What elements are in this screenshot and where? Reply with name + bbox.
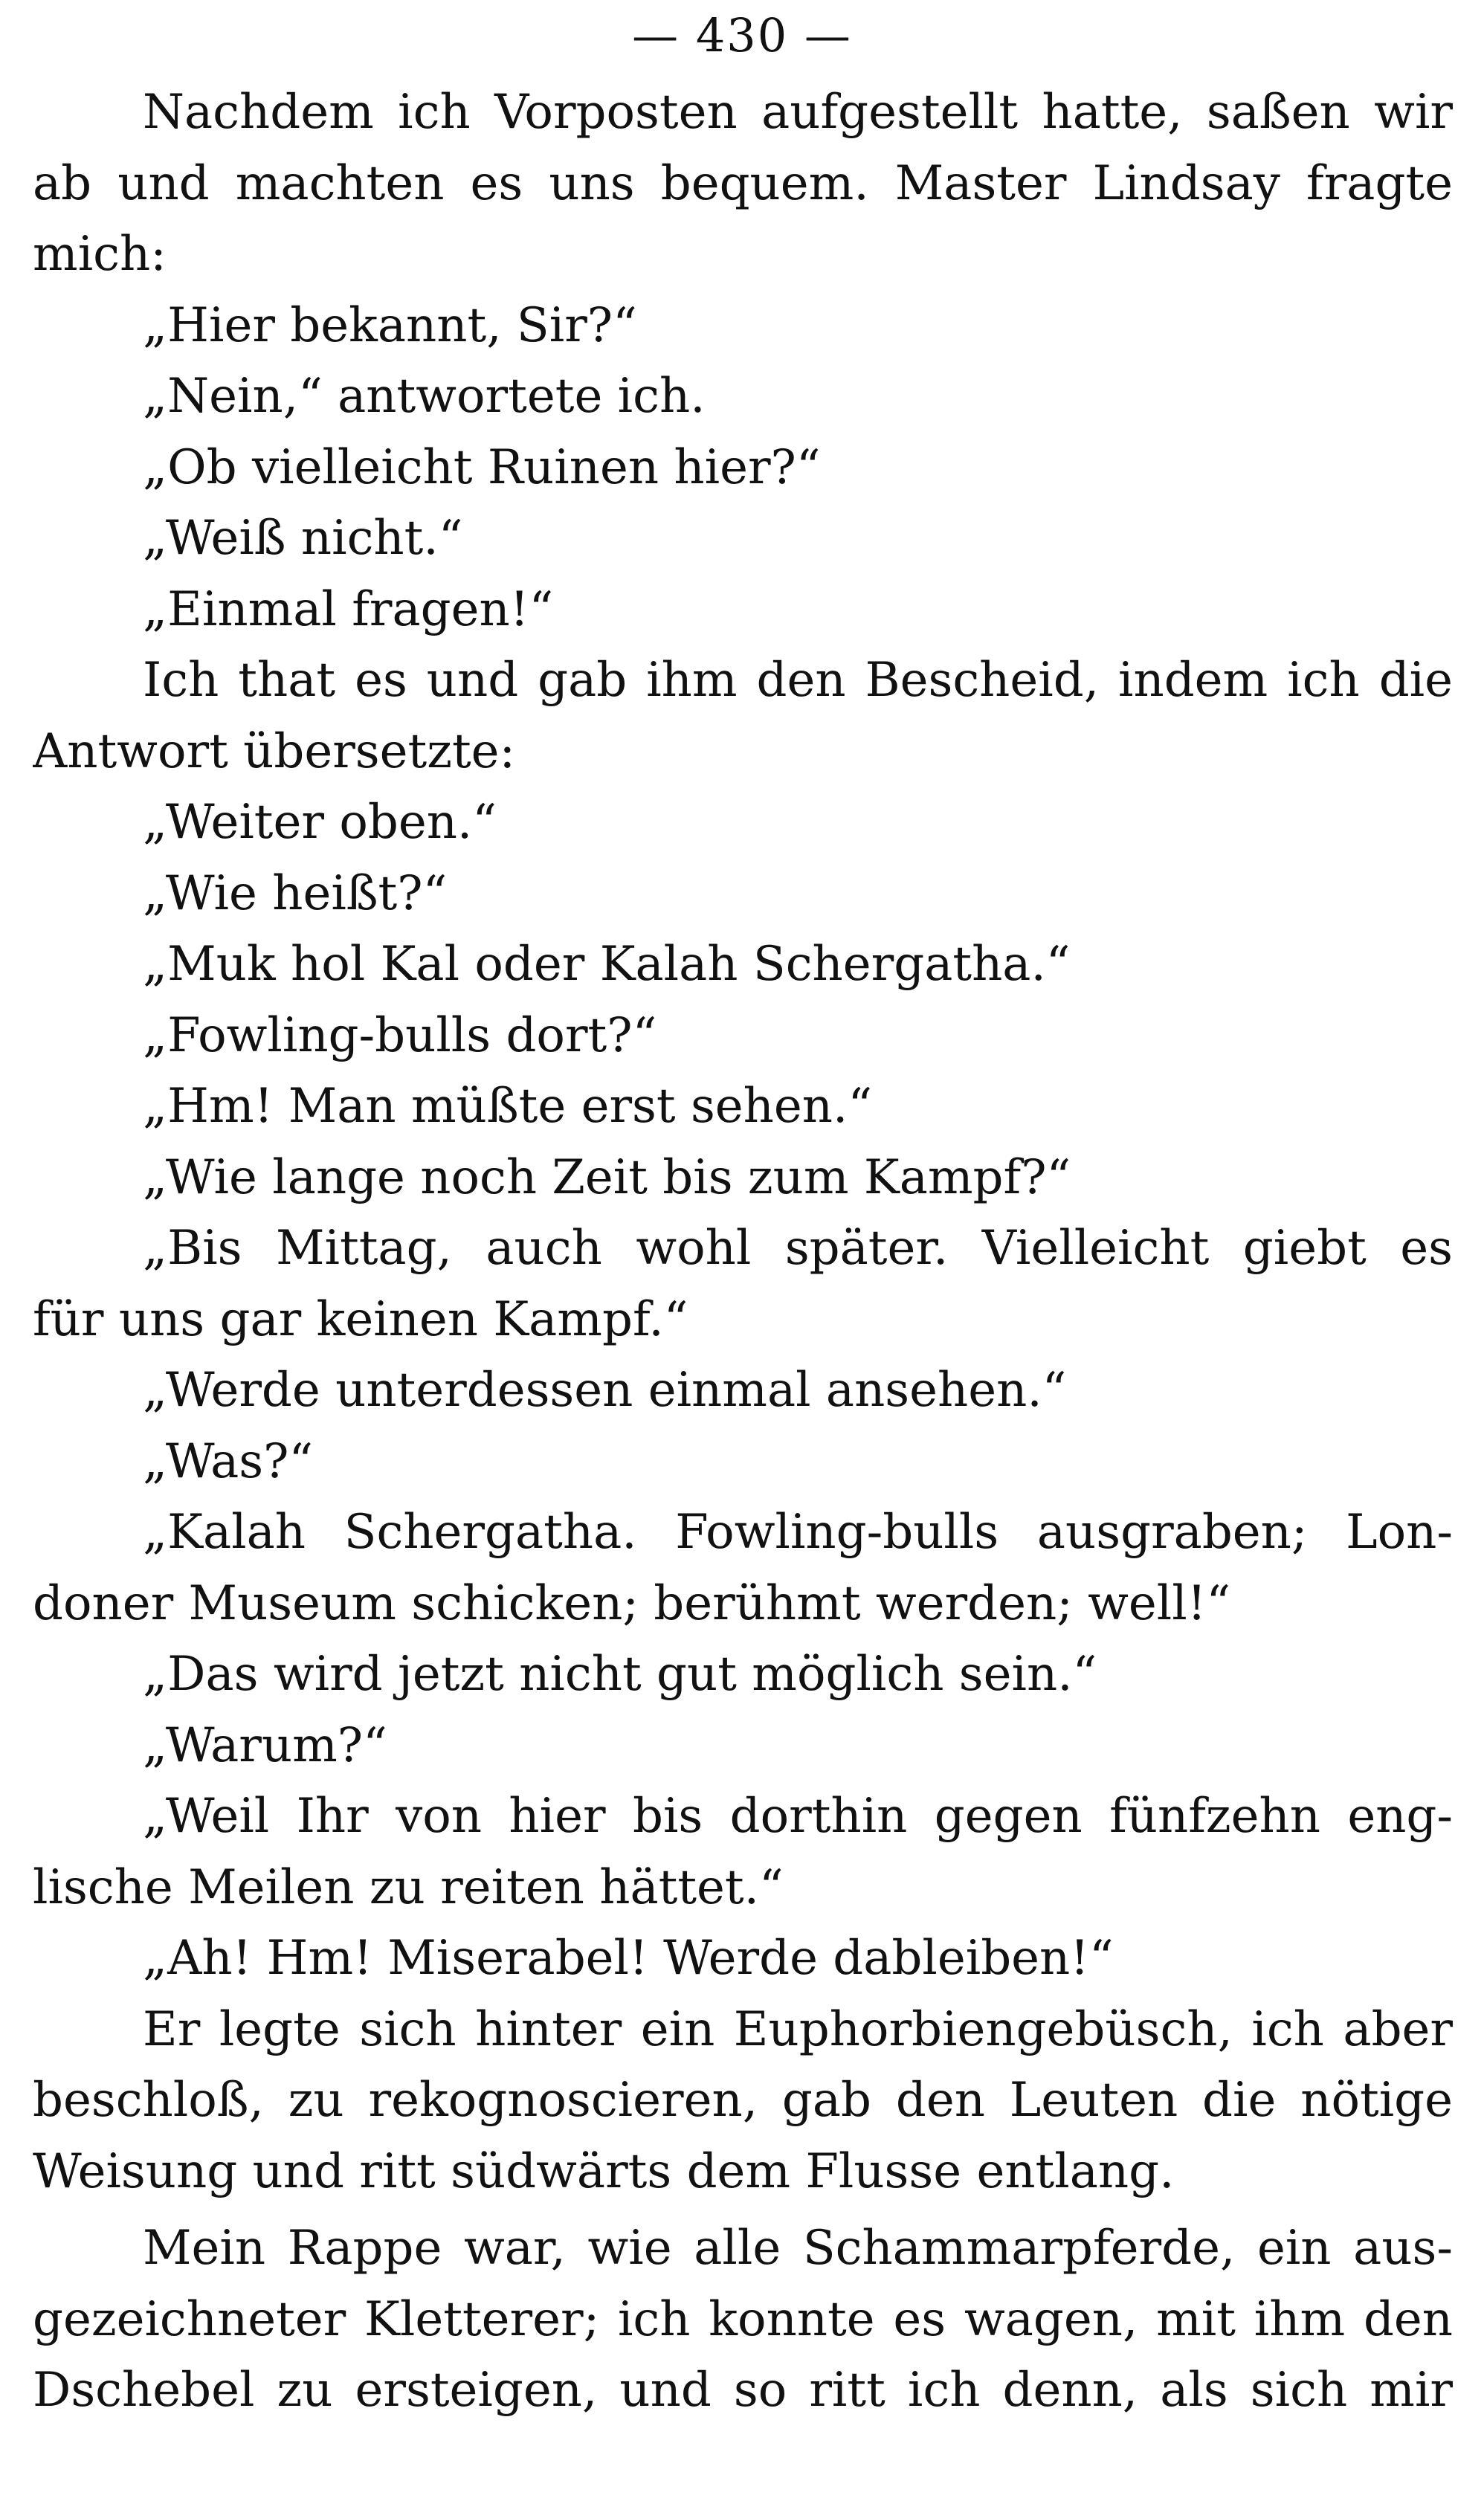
text-line: Ich that es und gab ihm den Bescheid, indem ich die [143, 653, 1453, 708]
text-line: „Werde unterdessen einmal ansehen.“ [143, 1363, 1067, 1418]
text-line: „Muk hol Kal oder Kalah Schergatha.“ [143, 937, 1071, 992]
text-line: „Was?“ [143, 1433, 314, 1489]
text-line: doner Museum schicken; berühmt werden; well!“ [33, 1575, 1231, 1631]
text-line: lische Meilen zu reiten hättet.“ [33, 1859, 784, 1915]
text-line: „Weiter oben.“ [143, 795, 497, 850]
body-text [33, 77, 1453, 2427]
text-line: „Hier bekannt, Sir?“ [143, 297, 637, 353]
text-line: „Einmal fragen!“ [143, 581, 554, 637]
text-line: „Kalah Schergatha. Fowling-bulls ausgraben; Lon- [143, 1505, 1453, 1560]
text-line: „Bis Mittag, auch wohl später. Vielleicht giebt es [143, 1221, 1453, 1276]
text-line: „Wie lange noch Zeit bis zum Kampf?“ [143, 1149, 1071, 1205]
text-line: Mein Rappe war, wie alle Schammarpferde, ein aus- [143, 2221, 1453, 2276]
text-line: „Nein,“ antwortete ich. [143, 369, 706, 424]
text-line: „Weil Ihr von hier bis dorthin gegen fünfzehn eng- [143, 1789, 1453, 1844]
text-line: „Hm! Man müßte erst sehen.“ [143, 1079, 873, 1134]
text-line: Weisung und ritt südwärts dem Flusse entlang. [33, 2143, 1175, 2199]
text-line: für uns gar keinen Kampf.“ [33, 1291, 688, 1347]
text-line: Er legte sich hinter ein Euphorbiengebüsch, ich aber [143, 2001, 1453, 2057]
text-line: mich: [33, 227, 167, 282]
text-line: Antwort übersetzte: [33, 723, 516, 779]
text-line: „Weiß nicht.“ [143, 511, 463, 566]
text-line: „Ah! Hm! Miserabel! Werde dableiben!“ [143, 1931, 1114, 1986]
text-line: Nachdem ich Vorposten aufgestellt hatte, saßen wir [143, 85, 1453, 140]
text-line: „Ob vielleicht Ruinen hier?“ [143, 439, 821, 495]
text-line: „Warum?“ [143, 1717, 387, 1773]
text-line: „Das wird jetzt nicht gut möglich sein.“ [143, 1647, 1097, 1702]
text-line: „Fowling-bulls dort?“ [143, 1007, 657, 1063]
text-line: ab und machten es uns bequem. Master Lindsay fragte [33, 155, 1453, 211]
text-line: Dschebel zu ersteigen, und so ritt ich denn, als sich mir [33, 2363, 1453, 2418]
text-line: beschloß, zu rekognoscieren, gab den Leuten die nötige [33, 2073, 1453, 2128]
text-line: „Wie heißt?“ [143, 865, 448, 921]
page-number-header: — 430 — [632, 8, 852, 62]
text-line: gezeichneter Kletterer; ich konnte es wagen, mit ihm den [33, 2291, 1453, 2347]
